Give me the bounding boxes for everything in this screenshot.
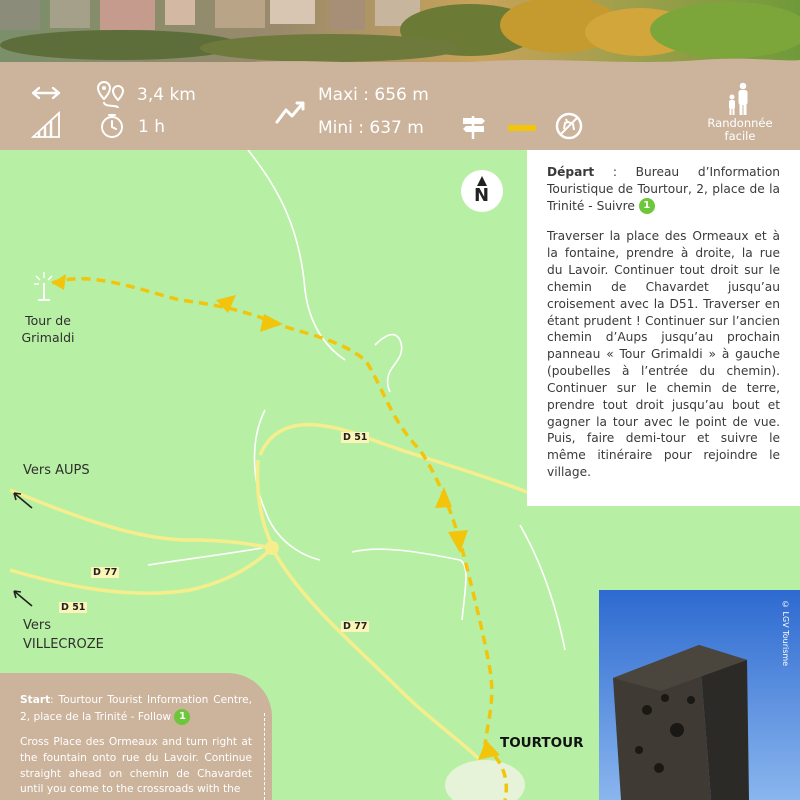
track-right [520,525,565,650]
track-west [254,410,320,560]
road-d77-west [10,490,272,548]
direction-arrow-villecroze [14,591,32,606]
dashed-divider [264,713,265,800]
north-arrow-icon [461,170,503,212]
route-pins-icon [96,80,128,110]
aups-label: Vers AUPS [23,463,90,478]
english-start-label: Start [20,694,51,706]
trail-arrow-3 [435,487,452,508]
village-area [445,760,525,800]
viewpoint-rays-icon [34,272,52,284]
road-label-d77-west: D 77 [93,567,118,578]
junction-roundabout [265,541,279,555]
english-body: Cross Place des Ormeaux and turn right at the fountain onto rue du Lavoir. Continue straight ahead on chemin de Chavardet until you come to the crossroads with the [20,735,252,796]
english-description [0,673,272,800]
yellow-trail-mark-icon [508,125,536,131]
villecroze-label [23,616,104,654]
tower-photo [599,590,800,800]
french-description [527,150,800,506]
stopwatch-icon [99,113,125,139]
villecroze-label-line2: VILLECROZE [23,637,104,652]
french-start-text: : Bureau d’Information Touristique de Tourtour, 2, place de la Trinité - Suivre [547,165,780,213]
elevation-graph-icon [275,98,307,124]
distance-value: 3,4 km [137,85,196,105]
horizontal-arrows-icon [31,86,61,100]
waypoint-badge: 1 [174,709,190,725]
trail-arrow-tower [52,274,66,290]
road-d51-west [10,548,272,593]
track-east [352,549,466,620]
road-label-d51-east: D 51 [343,432,368,443]
road-label-d77-south: D 77 [343,621,368,632]
difficulty-level [700,117,780,143]
track-sw [148,548,262,565]
trail-arrow-4 [448,530,468,553]
difficulty-level-line1: Randonnée [707,116,773,130]
french-start [547,164,780,214]
road-d77-south [272,548,480,760]
north-label: N [474,185,490,206]
tourtour-label: TOURTOUR [500,735,584,751]
waypoint-badge: 1 [639,198,655,214]
road-d51-east [260,425,527,492]
family-icon [727,82,753,116]
signpost-icon [460,112,488,140]
road-junction-north [258,460,272,545]
tower-label-line2: Grimaldi [21,330,75,345]
english-start-text: : Tourtour Tourist Information Centre, 2, place de la Trinité - Follow [20,694,252,723]
french-body: Traverser la place des Ormeaux et à la fontaine, prendre à droite, la rue du Lavoir. Continuer tout droit sur le chemin de Chavardet jusqu’au croisement avec la D51. Traverser en étant prudent ! Continuer sur l’ancien chemin d’Aups jusqu’au prochain panneau « Tour Grimaldi » à gauche (poubelles à l’entrée du chemin). Continuer sur le chemin de terre, prendre tout droit jusqu’au bout et gagner la tour avec le point de vue. Puis, faire demi-tour et suivre le même itinéraire pour rejoindre le village. [547,229,780,480]
track-loop [375,335,402,392]
difficulty-level-line2: facile [724,129,756,143]
no-dogs-icon [555,112,583,140]
road-label-d51-west: D 51 [61,602,86,613]
altitude-min: Mini : 637 m [318,118,424,138]
difficulty-bars-icon [31,111,61,139]
trail-arrow-2 [260,314,283,332]
altitude-max: Maxi : 656 m [318,85,429,105]
villecroze-label-line1: Vers [23,618,51,633]
photo-copyright: © LGV Tourisme [781,600,790,667]
tower-label-line1: Tour de [25,313,71,328]
english-start [20,693,252,726]
viewpoint-icon [38,283,50,300]
french-start-label: Départ [547,165,595,179]
tower-label [18,312,78,346]
duration-value: 1 h [138,117,165,137]
